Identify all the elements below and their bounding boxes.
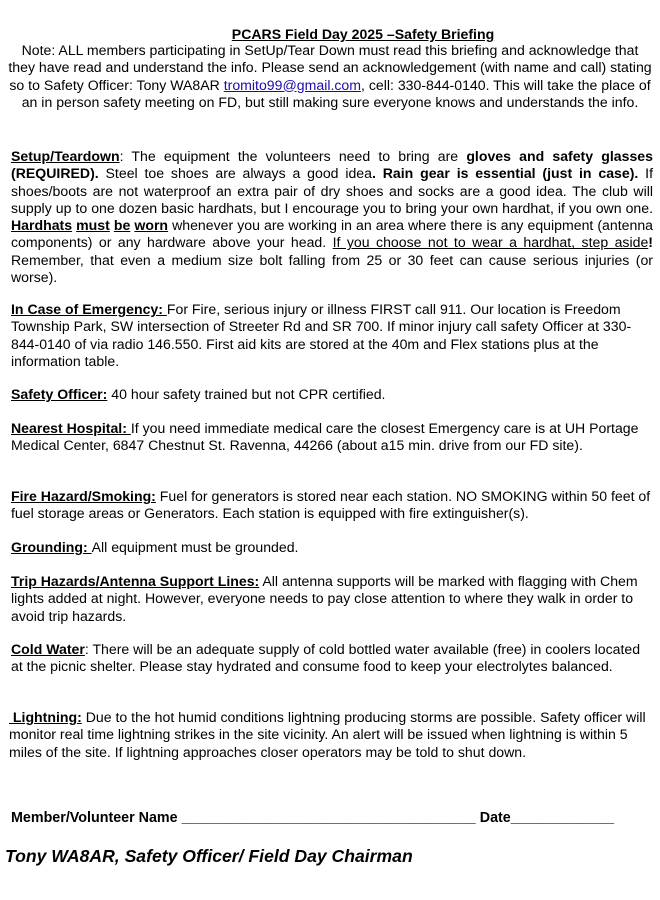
section-heading: Cold Water xyxy=(11,641,85,657)
section-text: : The equipment the volunteers need to bring are xyxy=(119,148,467,164)
underlined-text: If you choose not to wear a hardhat, step aside xyxy=(332,234,649,251)
section-heading: Lightning: xyxy=(9,709,82,725)
lightning-section xyxy=(9,709,651,761)
section-text: If you need immediate medical care the closest Emergency care is at UH Portage Medical Center, 6847 Chestnut St. Ravenna, 44266 (about a15 min. drive from our FD site). xyxy=(11,420,639,454)
emphasis-text: be xyxy=(113,217,131,234)
name-field[interactable]: _____________________________________ xyxy=(181,810,476,826)
date-label: Date xyxy=(475,810,511,826)
section-heading: In Case of Emergency: xyxy=(11,301,167,317)
emphasis-text: Hardhats xyxy=(11,217,73,234)
emphasis-text: gloves and safety glasses (REQUIRED). xyxy=(11,148,653,182)
section-heading: Trip Hazards/Antenna Support Lines: xyxy=(11,573,260,589)
note-text-end: , cell: 330-844-0140. This will take the place of an in person safety meeting on FD, but still making sure everyone knows and understands the info. xyxy=(21,76,651,110)
cold-water-section xyxy=(11,641,653,676)
section-text: Fuel for generators is stored near each station. NO SMOKING within 50 feet of fuel storage areas or Generators. Each station is equipped with fire extinguisher(s). xyxy=(11,488,651,522)
emphasis-text: ! xyxy=(648,234,653,251)
grounding-section xyxy=(11,539,653,556)
date-field[interactable]: _____________ xyxy=(510,810,615,826)
section-text: Due to the hot humid conditions lightning producing storms are possible. Safety officer will monitor real time lightning strikes in the site vicinity. An alert will be issued when lightning is within 5 miles of the site. If lightning approaches closer operators may be told to shut down. xyxy=(9,709,646,760)
section-heading: Safety Officer: xyxy=(11,386,108,402)
trip-hazards-section xyxy=(11,573,653,625)
page-title xyxy=(0,26,660,43)
signoff-line xyxy=(11,810,651,827)
section-text: 40 hour safety trained but not CPR certified. xyxy=(107,386,386,402)
section-heading: Setup/Teardown xyxy=(11,148,120,164)
section-heading: Nearest Hospital: xyxy=(11,420,131,436)
safety-officer-section xyxy=(11,386,653,403)
intro-note xyxy=(8,42,652,111)
section-text: If shoes/boots are not waterproof an extra pair of dry shoes and socks are a good idea. The club will supply up to one dozen basic hardhats, but I encourage you to bring your own hardhat, if you own one. xyxy=(11,165,654,216)
section-text: whenever you are working in an area where there is any equipment (antenna components) or any hardware above your head. xyxy=(11,217,654,251)
section-heading: Fire Hazard/Smoking: xyxy=(11,488,156,504)
title-text: PCARS Field Day 2025 –Safety Briefing xyxy=(231,26,495,42)
name-label: Member/Volunteer Name xyxy=(11,810,182,826)
emphasis-text: . Rain gear is essential (just in case). xyxy=(371,165,639,182)
section-text: All antenna supports will be marked with flagging with Chem lights added at night. However, everyone needs to pay close attention to where they walk in order to avoid trip hazards. xyxy=(11,573,638,624)
emergency-section xyxy=(11,301,653,370)
section-text: All equipment must be grounded. xyxy=(91,539,299,555)
note-text: Note: ALL members participating in SetUp/Tear Down must read this briefing and acknowledge that they have read and understand the info. Please send an acknowledgement (with name and call) stating so to Safety Officer: Tony WA8AR xyxy=(8,42,652,93)
emphasis-text: worn xyxy=(134,217,169,234)
emphasis-text: must xyxy=(76,217,110,234)
setup-teardown-section xyxy=(11,148,653,286)
fire-hazard-section xyxy=(11,488,653,523)
section-text: Remember, that even a medium size bolt falling from 25 or 30 feet can cause serious injuries (or worse). xyxy=(11,251,653,286)
section-heading: Grounding: xyxy=(11,539,92,555)
signature: Tony WA8AR, Safety Officer/ Field Day Chairman xyxy=(5,846,413,866)
section-text: Steel toe shoes are always a good idea xyxy=(98,165,372,182)
section-text: For Fire, serious injury or illness FIRST call 911. Our location is Freedom Township Park, SW intersection of Streeter Rd and SR 700. If minor injury call safety Officer at 330-844-0140 of via radio 146.550. First aid kits are stored at the 40m and Flex stations plus at the information table. xyxy=(11,301,632,369)
hospital-section xyxy=(11,420,653,455)
email-link[interactable]: tromito99@gmail.com xyxy=(223,76,362,93)
section-text: : There will be an adequate supply of cold bottled water available (free) in coolers located at the picnic shelter. Please stay hydrated and consume food to keep your electrolytes balanced. xyxy=(11,641,641,675)
